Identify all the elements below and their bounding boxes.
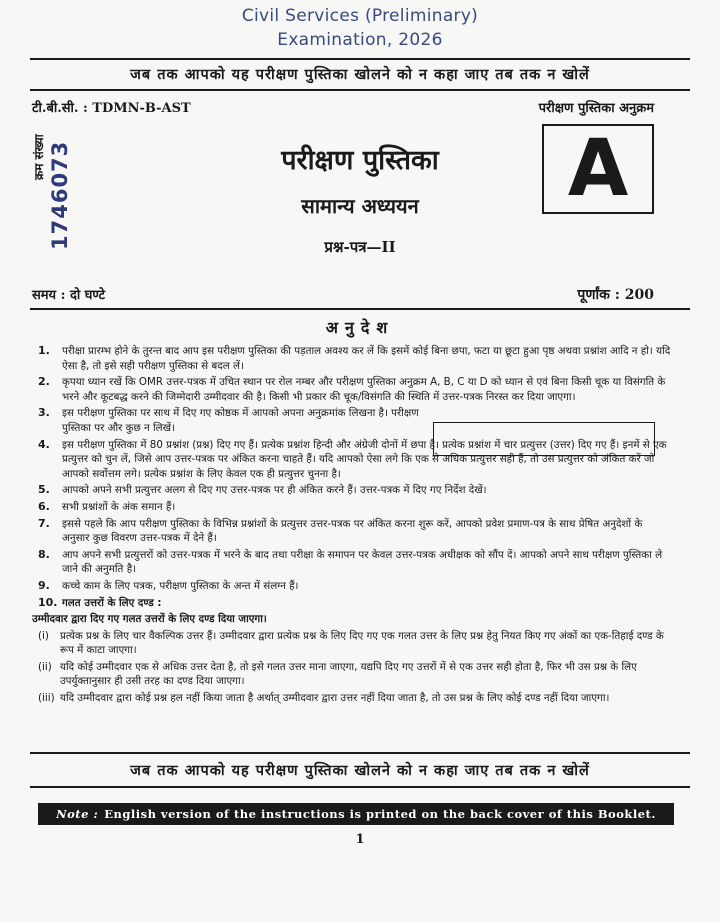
booklet-code: टी.बी.सी. : TDMN-B-AST: [32, 101, 191, 116]
exam-year: Examination, 2026: [277, 30, 443, 50]
penalty-heading: गलत उत्तरों के लिए दण्ड :: [62, 596, 162, 609]
subitem-text: यदि उम्मीदवार द्वारा कोई प्रश्न हल नहीं किया जाता है अर्थात् उम्मीदवार द्वारा उत्तर नहीं दिया जाता है, तो उस प्रश्न के लिए कोई दण्ड नहीं दिया जाएगा।: [60, 692, 610, 705]
instruction-number: 4.: [38, 437, 50, 451]
subject-title: सामान्य अध्ययन: [301, 194, 419, 218]
instruction-text: इस परीक्षण पुस्तिका पर साथ में दिए गए कोष्ठक में आपको अपना अनुक्रमांक लिखना है। परीक्षण पुस्तिका पर और कुछ न लिखें।: [62, 407, 419, 434]
penalty-subitem: [32, 660, 672, 689]
time-allowed: समय : दो घण्टे: [32, 288, 106, 303]
bottom-warning-rule-top: [30, 752, 690, 754]
instruction-text: आपको अपने सभी प्रत्युत्तर अलग से दिए गए उत्तर-पत्रक पर ही अंकित करने हैं। उत्तर-पत्रक में दिए गए निर्देश देखें।: [62, 484, 487, 497]
page-number: 1: [355, 832, 365, 847]
subitem-number: (ii): [38, 660, 52, 673]
instruction-number: 5.: [38, 483, 50, 497]
english-version-note: [38, 803, 674, 825]
instruction-item: [32, 375, 672, 404]
series-letter-box: A: [542, 124, 654, 214]
paper-number: प्रश्न-पत्र—II: [324, 238, 396, 256]
instruction-item: [32, 517, 672, 546]
bottom-warning-rule: [30, 786, 690, 788]
instruction-number: 1.: [38, 344, 50, 357]
instruction-item: [32, 548, 672, 577]
instruction-number: 2.: [38, 375, 50, 389]
instruction-item: [32, 579, 672, 594]
instructions-top-rule: [30, 308, 690, 310]
instruction-text: इससे पहले कि आप परीक्षण पुस्तिका के विभिन्न प्रश्नांशों के प्रत्युत्तर उत्तर-पत्रक पर अंकित करना शुरू करें, आपको प्रवेश प्रमाण-पत्र के साथ प्रेषित अनुदेशों के अनुसार कुछ विवरण उत्तर-पत्रक में देने हैं।: [62, 517, 643, 545]
instruction-number: 7.: [38, 516, 50, 530]
instruction-item: [32, 406, 432, 435]
top-rule: [30, 58, 690, 60]
instruction-number: 3.: [38, 406, 50, 420]
maximum-marks: पूर्णांक : 200: [577, 287, 654, 303]
instructions-heading: अनुदेश: [325, 318, 395, 337]
exam-name: Civil Services (Preliminary): [241, 6, 479, 26]
instructions-list: [32, 344, 672, 708]
instruction-text: परीक्षा प्रारम्भ होने के तुरन्त बाद आप इस परीक्षण पुस्तिका की पड़ताल अवश्य कर लें कि इसमें कोई बिना छपा, फटा या छूटा हुआ पृष्ठ अथवा प्रश्नांश आदि न हो। यदि ऐसा है, तो इसे सही परीक्षण पुस्तिका से बदल लें।: [62, 345, 671, 372]
serial-number-label: क्रम संख्या: [32, 134, 46, 180]
instruction-item: [32, 438, 672, 482]
instruction-item: [32, 483, 672, 498]
do-not-open-warning-bottom: जब तक आपको यह परीक्षण पुस्तिका खोलने को न कहा जाए तब तक न खोलें: [130, 762, 590, 779]
booklet-series-label: परीक्षण पुस्तिका अनुक्रम: [538, 101, 654, 116]
subitem-number: (i): [38, 629, 49, 642]
do-not-open-warning-top: जब तक आपको यह परीक्षण पुस्तिका खोलने को न कहा जाए तब तक न खोलें: [130, 66, 590, 83]
instruction-item-penalty: [32, 596, 672, 706]
instruction-text: आप अपने सभी प्रत्युत्तरों को उत्तर-पत्रक में भरने के बाद तथा परीक्षा के समापन पर केवल उत्तर-पत्रक अधीक्षक को सौंप दें। आपको अपने साथ परीक्षण पुस्तिका ले जाने की अनुमति है।: [62, 548, 663, 576]
instruction-number: 8.: [38, 547, 50, 561]
instruction-text: सभी प्रश्नांशों के अंक समान हैं।: [62, 500, 176, 513]
instruction-number: 10.: [38, 595, 58, 609]
subitem-text: यदि कोई उम्मीदवार एक से अधिक उत्तर देता है, तो इसे गलत उत्तर माना जाएगा, यद्यपि दिए गए उत्तरों में से एक उत्तर सही होता है, फिर भी उस प्रश्न के लिए उपर्युक्तानुसार ही उसी तरह का दण्ड दिया जाएगा।: [60, 660, 637, 688]
instruction-number: 6.: [38, 499, 50, 513]
instruction-text: कच्चे काम के लिए पत्रक, परीक्षण पुस्तिका के अन्त में संलग्न हैं।: [62, 579, 299, 592]
serial-number: 1746073: [48, 140, 72, 250]
instruction-number: 9.: [38, 578, 50, 592]
warning-rule: [30, 89, 690, 91]
instruction-text: कृपया ध्यान रखें कि OMR उत्तर-पत्रक में उचित स्थान पर रोल नम्बर और परीक्षण पुस्तिका अनुक्रम A, B, C या D को ध्यान से एवं बिना किसी चूक या विसंगति के भरने और कूटबद्ध करने की जिम्मेदारी उम्मीदवार की है। किसी भी प्रकार की चूक/विसंगति की स्थिति में उत्तर-पत्रक निरस्त कर दिया जाएगा।: [62, 376, 666, 403]
subitem-text: प्रत्येक प्रश्न के लिए चार वैकल्पिक उत्तर हैं। उम्मीदवार द्वारा प्रत्येक प्रश्न के लिए दिए गए एक गलत उत्तर के लिए प्रश्न हेतु नियत किए गए अंकों का एक-तिहाई दण्ड के रूप में काटा जाएगा।: [60, 629, 664, 657]
penalty-subitem: [32, 629, 672, 658]
instruction-text: इस परीक्षण पुस्तिका में 80 प्रश्नांश (प्रश्न) दिए गए हैं। प्रत्येक प्रश्नांश हिन्दी और अंग्रेजी दोनों में छपा है। प्रत्येक प्रश्नांश में चार प्रत्युत्तर (उत्तर) दिए गए हैं। इनमें से एक प्रत्युत्तर को चुन लें, जिसे आप उत्तर-पत्रक पर अंकित करना चाहते हैं। यदि आपको ऐसा लगे कि एक से अधिक प्रत्युत्तर सही हैं, तो उस प्रत्युत्तर को अंकित करें जो आपको सर्वोत्तम लगे। प्रत्येक प्रश्नांश के लिए केवल एक ही प्रत्युत्तर चुनना है।: [62, 438, 667, 480]
instruction-item: [32, 344, 672, 373]
subitem-number: (iii): [38, 692, 55, 705]
note-text: English version of the instructions is printed on the back cover of this Booklet.: [104, 807, 656, 821]
note-label: Note :: [56, 807, 99, 821]
booklet-title: परीक्षण पुस्तिका: [281, 145, 439, 176]
penalty-subitem: [32, 691, 672, 706]
instruction-item: [32, 500, 672, 515]
penalty-intro: उम्मीदवार द्वारा दिए गए गलत उत्तरों के लिए दण्ड दिया जाएगा।: [32, 613, 267, 626]
